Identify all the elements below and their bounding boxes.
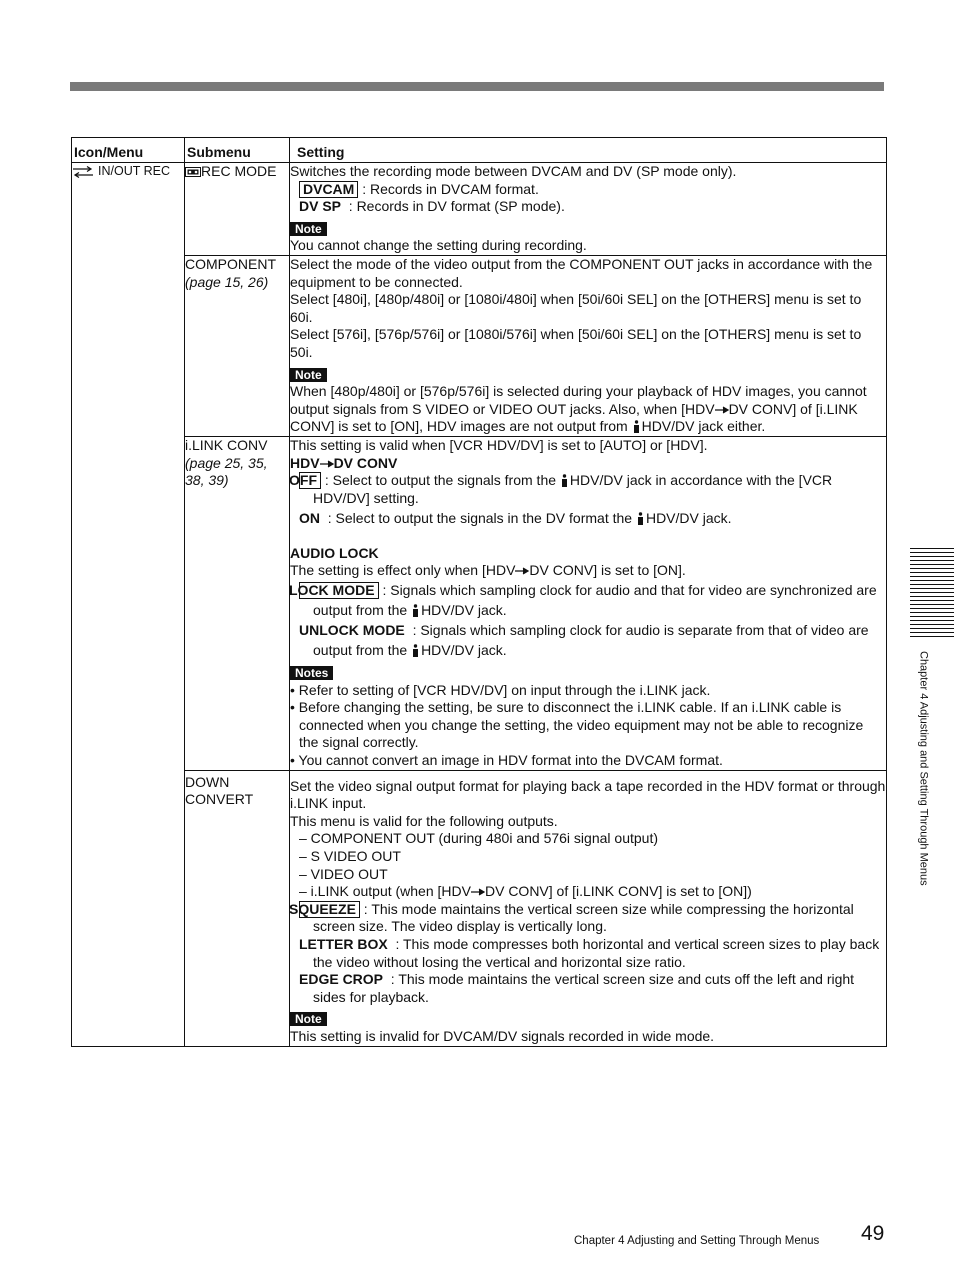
note-text: You cannot change the setting during recording. [290, 237, 587, 254]
option-text: HDV/DV jack. [421, 642, 507, 659]
note-badge: Note [290, 222, 327, 236]
option-text: : This mode maintains the vertical screen size and cuts off the left and right sides for playback. [313, 971, 855, 1005]
intro-text: This setting is valid when [VCR HDV/DV] is set to [AUTO] or [HDV]. [290, 436, 708, 453]
option-text: : Records in DV format (SP mode). [348, 198, 565, 215]
tape-icon [185, 166, 201, 178]
option-off [290, 472, 886, 507]
page-number: 49 [861, 1222, 885, 1245]
option-label: EDGE CROP [299, 971, 384, 988]
ilink-icon [637, 512, 644, 525]
note-text: This setting is invalid for DVCAM/DV signals recorded in wide mode. [290, 1027, 715, 1044]
setting-component [290, 255, 887, 436]
header-icon-menu: Icon/Menu [72, 138, 185, 163]
arrow-right-icon [515, 567, 529, 575]
option-dv-sp [290, 198, 886, 216]
setting-down-convert [290, 770, 887, 1046]
list-item: – S VIDEO OUT [299, 848, 401, 864]
option-label: OFF [299, 472, 321, 489]
notes-badge: Notes [290, 666, 333, 680]
option-letter-box [290, 936, 886, 971]
option-dvcam [290, 181, 886, 199]
note-text-part: HDV/DV jack either. [641, 418, 766, 435]
note-text-part: When [480p/480i] or [576p/576i] is selected during your playback of HDV images, you cannot output signals from S VIDEO or VIDEO OUT jacks. Also, when [HDV [290, 383, 867, 417]
heading-part: DV CONV [333, 454, 398, 471]
option-on [290, 510, 886, 528]
option-label: LOCK MODE [299, 582, 379, 599]
heading-hdv-dv-conv [290, 455, 886, 473]
option-label: DV SP [299, 198, 342, 215]
option-text: : Records in DVCAM format. [362, 180, 539, 197]
side-chapter-label: Chapter 4 Adjusting and Setting Through Menus [917, 651, 930, 886]
top-rule [70, 82, 884, 91]
arrow-right-icon [471, 888, 485, 896]
option-unlock-mode [290, 620, 886, 660]
ilink-icon [412, 644, 419, 657]
option-label: DVCAM [299, 181, 358, 198]
option-text: : This mode maintains the vertical screen size while compressing the horizontal screen size. The video display is vertically long. [313, 900, 854, 935]
footer-chapter: Chapter 4 Adjusting and Setting Through Menus [574, 1235, 820, 1247]
bullet-item: • Before changing the setting, be sure to disconnect the i.LINK cable. If an i.LINK cable is connected when you change the setting, the video equipment may not be able to recognize the signal correctly. [290, 699, 864, 751]
heading-audio-lock: AUDIO LOCK [290, 544, 379, 561]
chapter-tab-marker [910, 548, 954, 638]
note-badge: Note [290, 368, 327, 382]
arrow-right-icon [320, 460, 334, 468]
arrow-right-icon [715, 406, 729, 414]
list-item: – VIDEO OUT [299, 865, 388, 882]
paragraph [290, 562, 886, 580]
option-text: : Signals which sampling clock for audio and that for video are synchronized are output from the [313, 582, 877, 619]
paragraph-part: DV CONV] is set to [ON]. [529, 562, 686, 579]
note-text-part: DV CONV] of [i.LINK CONV] is set to [ON], HDV images are not output from [290, 400, 858, 435]
paragraph: Select the mode of the video output from the COMPONENT OUT jacks in accordance with the equipment to be connected. [290, 255, 873, 290]
submenu-rec-mode [185, 163, 290, 256]
intro-text: Switches the recording mode between DVCAM and DV (SP mode only). [290, 163, 737, 179]
table-row [72, 163, 887, 256]
option-squeeze [290, 901, 886, 936]
option-edge-crop [290, 971, 886, 1006]
bullet-item: • Refer to setting of [VCR HDV/DV] on input through the i.LINK jack. [290, 681, 711, 698]
option-label: LETTER BOX [299, 935, 388, 952]
submenu-label: REC MODE [201, 163, 277, 179]
note-text [290, 383, 886, 436]
bullet-item: • You cannot convert an image in HDV format into the DVCAM format. [290, 752, 723, 769]
arrows-icon [72, 166, 94, 178]
submenu-label: i.LINK CONV [185, 436, 268, 453]
list-item: – COMPONENT OUT (during 480i and 576i signal output) [299, 830, 658, 847]
option-text: HDV/DV jack. [645, 510, 732, 527]
option-text: : Select to output the signals from the [324, 472, 557, 489]
table-row [72, 255, 887, 436]
setting-ilink-conv [290, 436, 887, 770]
option-label: SQUEEZE [299, 901, 360, 918]
submenu-label: DOWN [185, 773, 230, 790]
setting-rec-mode [290, 163, 887, 256]
paragraph: Set the video signal output format for playing back a tape recorded in the HDV format or through i.LINK input. [290, 777, 886, 812]
submenu-down-convert [185, 770, 290, 1046]
ilink-icon [412, 604, 419, 617]
page-ref: (page 25, 35, 38, 39) [185, 454, 268, 489]
submenu-component [185, 255, 290, 436]
paragraph-part: The setting is effect only when [HDV [290, 562, 516, 579]
option-text: HDV/DV jack. [421, 602, 507, 619]
menu-label: IN/OUT REC [98, 164, 170, 178]
submenu-label: CONVERT [185, 791, 254, 808]
ilink-icon [561, 474, 568, 487]
header-row [72, 138, 887, 163]
option-lock-mode [290, 580, 886, 620]
menu-table [71, 137, 887, 1047]
option-label: ON [299, 510, 320, 527]
list-item-part: DV CONV] of [i.LINK CONV] is set to [ON]) [484, 883, 752, 900]
heading-part: HDV [290, 454, 320, 471]
table-row [72, 770, 887, 1046]
icon-menu-cell [72, 163, 185, 1047]
paragraph: Select [480i], [480p/480i] or [1080i/480i] when [50i/60i SEL] on the [OTHERS] menu is set to 60i. [290, 291, 862, 325]
ilink-icon [633, 420, 640, 433]
paragraph: Select [576i], [576p/576i] or [1080i/576i] when [50i/60i SEL] on the [OTHERS] menu is set to 50i. [290, 326, 862, 360]
option-text: HDV/DV jack in accordance with the [VCR HDV/DV] setting. [313, 472, 833, 506]
table-row [72, 436, 887, 770]
option-text: : Signals which sampling clock for audio is separate from that of video are output from the [313, 622, 869, 659]
page-ref: (page 15, 26) [185, 273, 269, 290]
list-item-part: – i.LINK output (when [HDV [299, 883, 471, 900]
submenu-label: COMPONENT [185, 255, 276, 272]
option-label: UNLOCK MODE [299, 622, 405, 639]
paragraph: This menu is valid for the following outputs. [290, 812, 558, 829]
note-badge: Note [290, 1012, 327, 1026]
list-item [290, 883, 886, 901]
header-setting: Setting [290, 138, 887, 163]
submenu-ilink-conv [185, 436, 290, 770]
option-text: : This mode compresses both horizontal and vertical screen sizes to play back the video without losing the vertical and horizontal size ratio. [313, 935, 880, 970]
option-text: : Select to output the signals in the DV format the [327, 510, 633, 527]
header-submenu: Submenu [185, 138, 290, 163]
